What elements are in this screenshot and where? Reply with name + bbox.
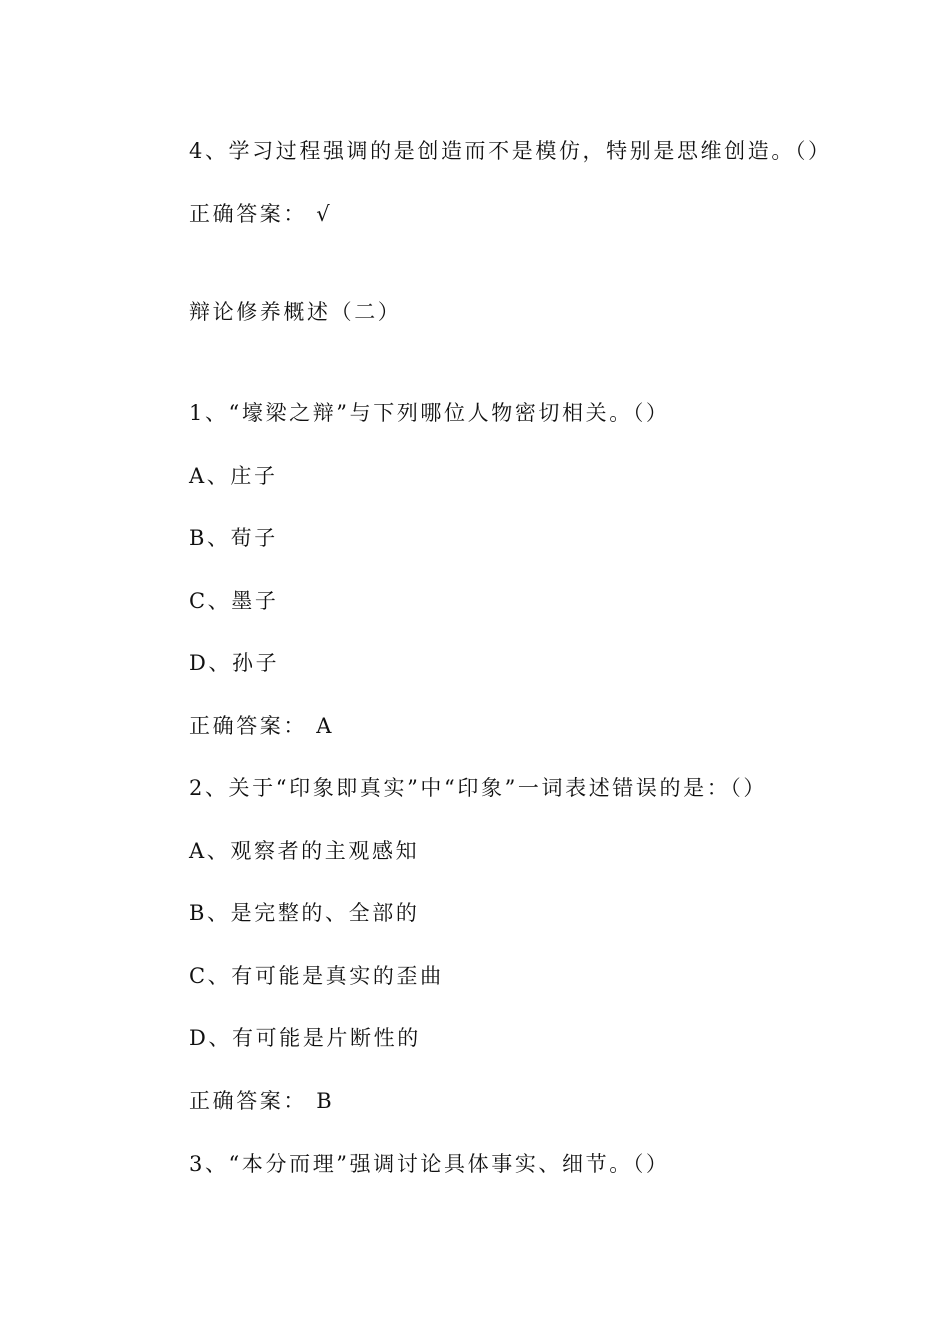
question-1-answer: 正确答案： A	[189, 714, 335, 738]
question-2-option-d: D、有可能是片断性的	[189, 1026, 421, 1050]
question-4-text: 4、学习过程强调的是创造而不是模仿，特别是思维创造。（）	[189, 139, 832, 163]
question-2-option-b: B、是完整的、全部的	[189, 901, 420, 925]
question-1-option-b: B、荀子	[189, 526, 278, 550]
question-2-option-a: A、观察者的主观感知	[189, 839, 420, 863]
question-2-answer: 正确答案： B	[189, 1089, 335, 1113]
question-1-text: 1、“壕梁之辩”与下列哪位人物密切相关。（）	[189, 401, 670, 425]
question-1-option-c: C、墨子	[189, 589, 279, 613]
question-3-text: 3、“本分而理”强调讨论具体事实、细节。（）	[189, 1152, 670, 1176]
question-2-text: 2、关于“印象即真实”中“印象”一词表述错误的是：（）	[189, 776, 768, 800]
section-title: 辩论修养概述（二）	[189, 300, 402, 324]
question-1-option-a: A、庄子	[189, 464, 278, 488]
question-1-option-d: D、孙子	[189, 651, 280, 675]
question-4-answer: 正确答案： √	[189, 202, 333, 226]
question-2-option-c: C、有可能是真实的歪曲	[189, 964, 444, 988]
